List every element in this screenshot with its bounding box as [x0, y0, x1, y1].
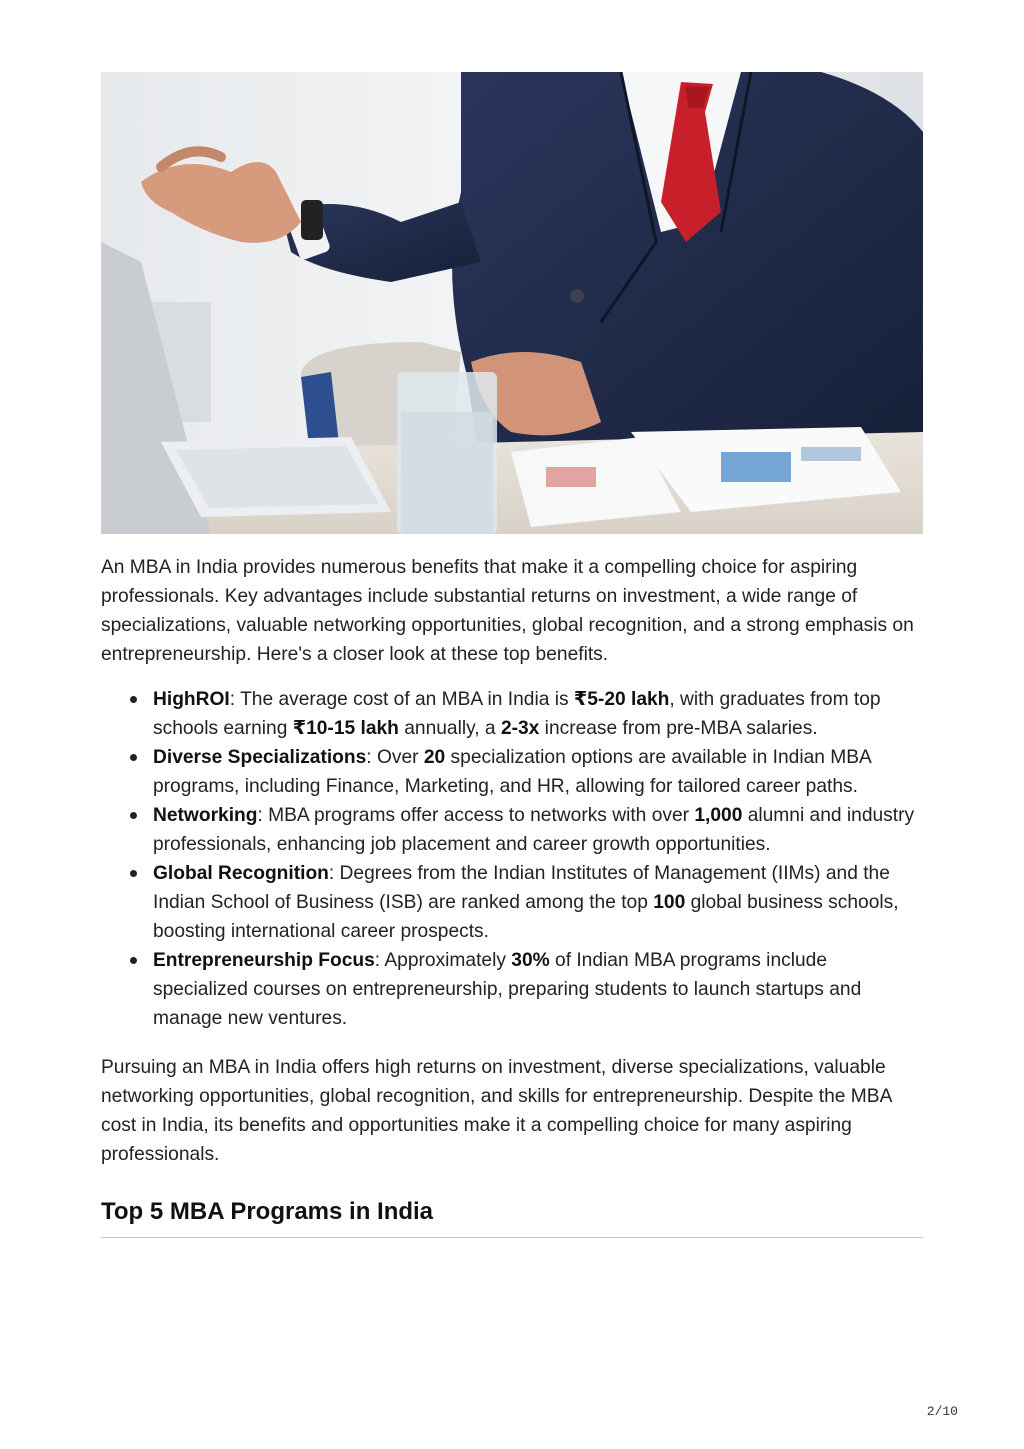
- benefit-title: Diverse Specializations: [153, 747, 367, 768]
- list-item: Entrepreneurship Focus: Approximately 30% of Indian MBA programs include specialized courses on entrepreneurship, preparing students to launch startups and manage new ventures.: [153, 946, 923, 1033]
- intro-paragraph: An MBA in India provides numerous benefits that make it a compelling choice for aspiring professionals. Key advantages include substantial returns on investment, a wide range of specializations, valuable networking opportunities, global recognition, and a strong emphasis on entrepreneurship. Here's a closer look at these top benefits.: [101, 557, 914, 665]
- section-heading: Top 5 MBA Programs in India: [101, 1195, 923, 1238]
- benefit-title: Global Recognition: [153, 863, 329, 884]
- article-content: [101, 553, 923, 1238]
- benefit-title: Entrepreneurship Focus: [153, 950, 375, 971]
- benefit-title: Networking: [153, 805, 258, 826]
- benefits-list: [101, 685, 923, 1033]
- list-item: HighROI: The average cost of an MBA in India is ₹5-20 lakh, with graduates from top schools earning ₹10-15 lakh annually, a 2-3x increase from pre-MBA salaries.: [153, 685, 923, 743]
- list-item: Global Recognition: Degrees from the Indian Institutes of Management (IIMs) and the Indian School of Business (ISB) are ranked among the top 100 global business schools, boosting international career prospects.: [153, 859, 923, 946]
- list-item: Diverse Specializations: Over 20 specialization options are available in Indian MBA programs, including Finance, Marketing, and HR, allowing for tailored career paths.: [153, 743, 923, 801]
- page-number: 2/10: [926, 1404, 958, 1419]
- summary-paragraph: Pursuing an MBA in India offers high returns on investment, diverse specializations, valuable networking opportunities, global recognition, and skills for entrepreneurship. Despite the MBA cost in India, its benefits and opportunities make it a compelling choice for many aspiring professionals.: [101, 1057, 892, 1165]
- list-item: Networking: MBA programs offer access to networks with over 1,000 alumni and industry professionals, enhancing job placement and career growth opportunities.: [153, 801, 923, 859]
- hero-image: [101, 72, 923, 534]
- benefit-title: HighROI: [153, 689, 230, 710]
